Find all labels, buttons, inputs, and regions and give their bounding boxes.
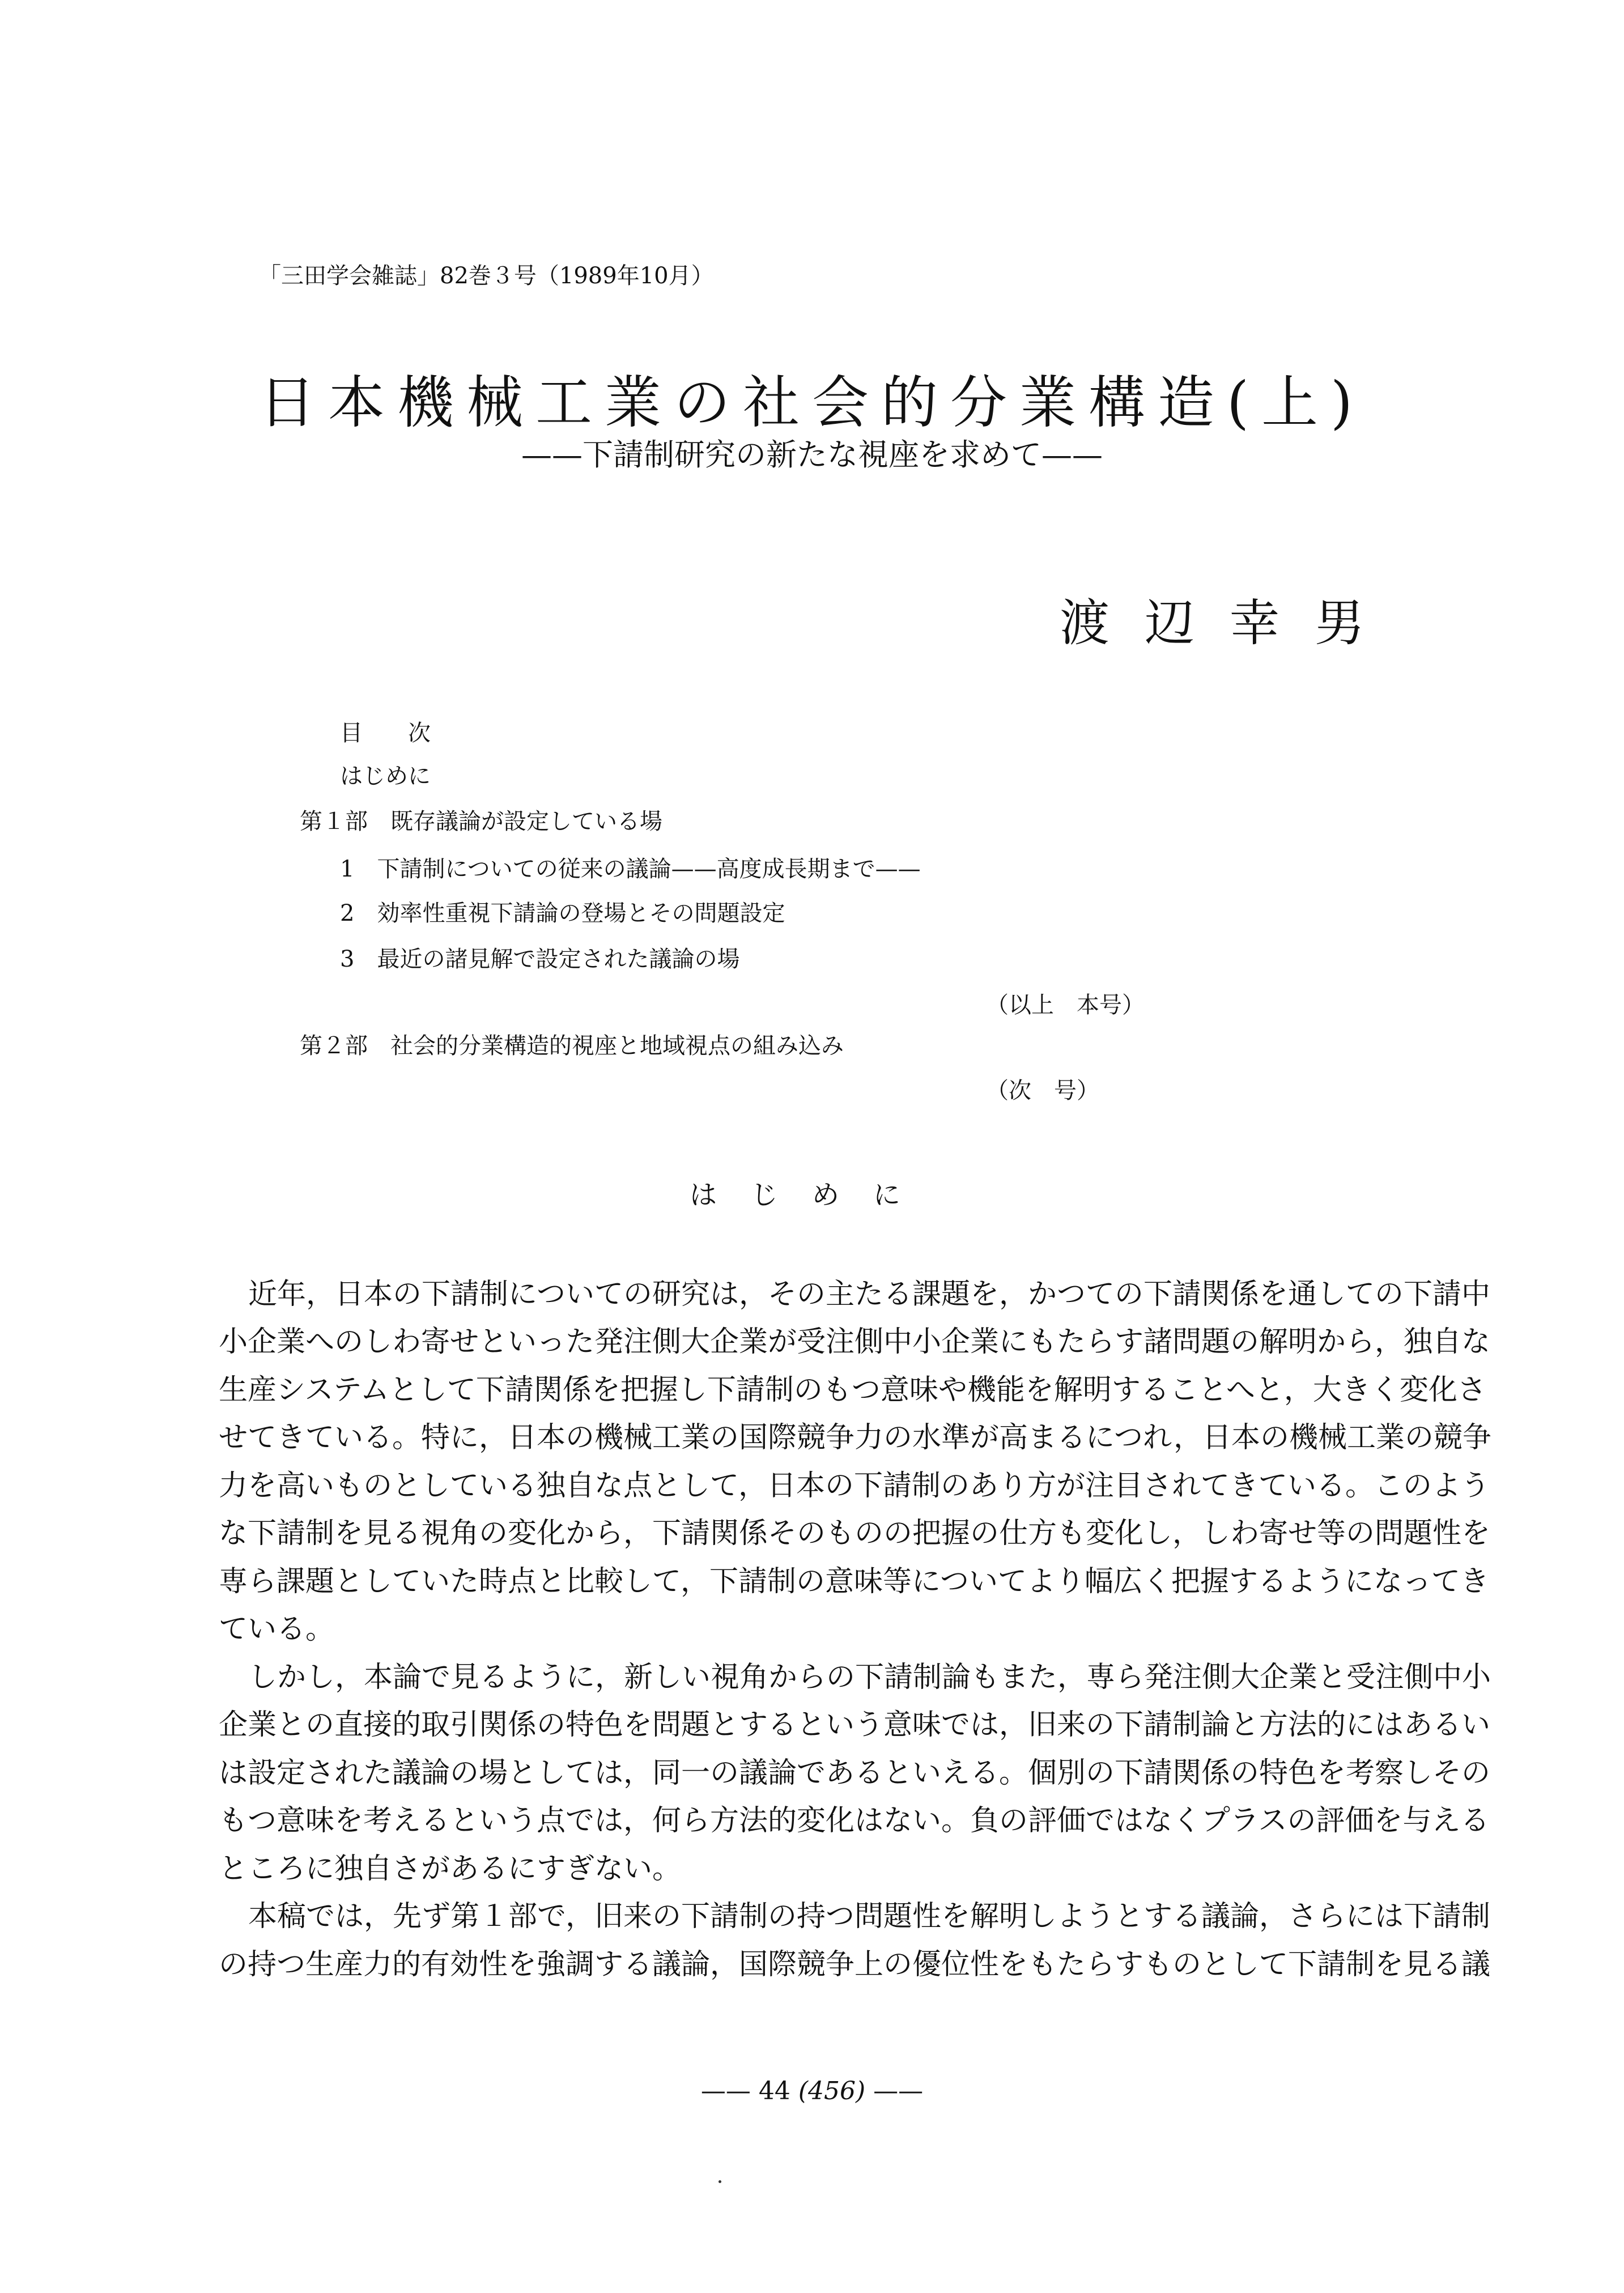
page-number-prefix: —— 44	[700, 2077, 798, 2105]
body-line: の持つ生産力的有効性を強調する議論，国際競争上の優位性をもたらすものとして下請制を見る議	[219, 1948, 1491, 1981]
body-line: 専ら課題としていた時点と比較して，下請制の意味等についてより幅広く把握するようになってき	[219, 1565, 1489, 1598]
paper-subtitle: ——下請制研究の新たな視座を求めて——	[521, 437, 1103, 473]
toc-item: 2 効率性重視下請論の登場とその問題設定	[340, 900, 785, 926]
body-line: 本稿では，先ず第１部で，旧来の下請制の持つ問題性を解明しようとする議論，さらには下請制	[248, 1900, 1490, 1933]
scan-speck	[719, 2180, 721, 2183]
toc-note: （以上 本号）	[986, 992, 1145, 1018]
body-line: もつ意味を考えるという点では，何ら方法的変化はない。負の評価ではなくプラスの評価を与える	[219, 1804, 1490, 1837]
toc-item: 1 下請制についての従来の議論——高度成長期まで——	[340, 856, 921, 882]
body-line: は設定された議論の場としては，同一の議論であるといえる。個別の下請関係の特色を考察しその	[219, 1756, 1491, 1790]
toc-note: （次 号）	[986, 1078, 1099, 1104]
body-line: しかし，本論で見るように，新しい視角からの下請制論もまた，専ら発注側大企業と受注側中小	[248, 1661, 1491, 1694]
body-line: 力を高いものとしている独自な点として，日本の下請制のあり方が注目されてきている。このよう	[219, 1469, 1490, 1503]
body-line: ところに独自さがあるにすぎない。	[219, 1852, 682, 1886]
body-line: 企業との直接的取引関係の特色を問題とするという意味では，旧来の下請制論と方法的にはあるい	[219, 1708, 1491, 1742]
toc-item: 第２部 社会的分業構造的視座と地域視点の組み込み	[300, 1033, 844, 1059]
toc-item: 3 最近の諸見解で設定された議論の場	[340, 946, 740, 972]
paper-title: 日本機械工業の社会的分業構造(上)	[258, 369, 1366, 436]
section-heading: はじめに	[689, 1179, 934, 1211]
body-line: せてきている。特に，日本の機械工業の国際競争力の水準が高まるにつれ，日本の機械工業の競争	[219, 1421, 1492, 1454]
body-line: 生産システムとして下請関係を把握し下請制のもつ意味や機能を解明することへと，大きく変化さ	[219, 1373, 1486, 1407]
page-number	[0, 2077, 1624, 2105]
body-line: な下請制を見る視角の変化から，下請関係そのものの把握の仕方も変化し，しわ寄せ等の問題性を	[219, 1517, 1491, 1550]
toc-item: はじめに	[340, 763, 431, 789]
author-name: 渡辺幸男	[1060, 594, 1400, 652]
page-number-suffix: ——	[865, 2077, 924, 2105]
journal-header: 「三田学会雑誌」82巻３号（1989年10月）	[258, 263, 714, 289]
body-line: ている。	[219, 1613, 335, 1646]
body-line: 近年，日本の下請制についての研究は，その主たる課題を，かつての下請関係を通しての下請中	[248, 1278, 1490, 1311]
page-number-original: (456)	[798, 2077, 866, 2105]
toc-item: 第１部 既存議論が設定している場	[300, 809, 662, 835]
toc-heading: 目 次	[340, 720, 442, 746]
body-line: 小企業へのしわ寄せといった発注側大企業が受注側中小企業にもたらす諸問題の解明から，独自な	[219, 1325, 1491, 1359]
